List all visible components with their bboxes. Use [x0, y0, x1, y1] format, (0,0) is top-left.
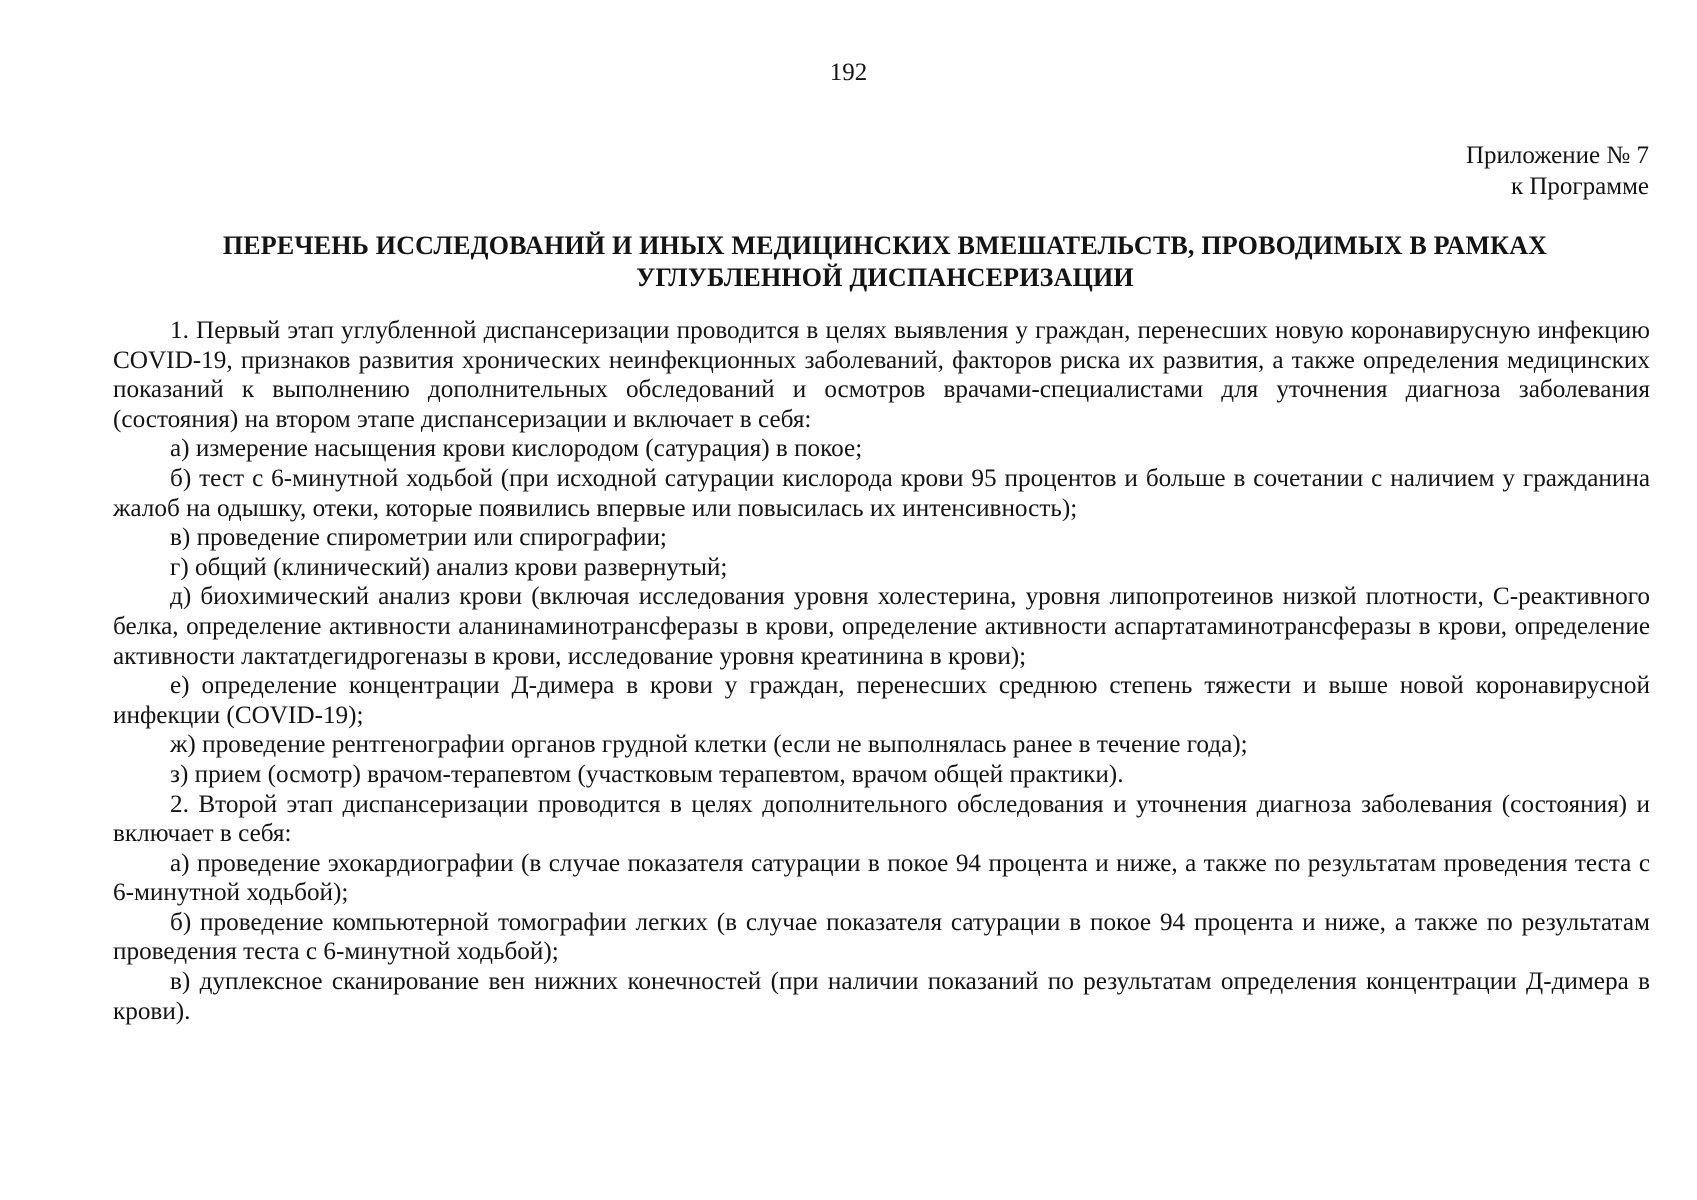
list-item-1zh: ж) проведение рентгенографии органов грудной клетки (если не выполнялась ранее в течение года);: [170, 731, 1248, 759]
paragraph-stage-1: 1. Первый этап углубленной диспансеризации проводится в целях выявления у граждан, перенесших новую коронавирусную инфекцию COVID-19, признаков развития хронических неинфекционных заболеваний, факторов риска их развития, а также определения медицинских показаний к выполнению дополнительных обследований и осмотров врачами-специалистами для уточнения диагноза заболевания (состояния) на втором этапе диспансеризации и включает в себя:: [113, 317, 1650, 433]
paragraph-stage-2: 2. Второй этап диспансеризации проводится в целях дополнительного обследования и уточнения диагноза заболевания (состояния) и включает в себя:: [113, 790, 1650, 848]
list-item-1b: б) тест с 6-минутной ходьбой (при исходной сатурации кислорода крови 95 процентов и больше в сочетании с наличием у гражданина жалоб на одышку, отеки, которые появились впервые или повысилась их интенсивность);: [113, 464, 1650, 522]
list-item-2a: а) проведение эхокардиографии (в случае показателя сатурации в покое 94 процента и ниже, а также по результатам проведения теста с 6-минутной ходьбой);: [113, 849, 1650, 907]
document-body: [113, 316, 1650, 1026]
list-item-1g: г) общий (клинический) анализ крови развернутый;: [170, 553, 728, 581]
list-item-1a: а) измерение насыщения крови кислородом (сатурация) в покое;: [170, 435, 863, 463]
document-title-line-1: ПЕРЕЧЕНЬ ИССЛЕДОВАНИЙ И ИНЫХ МЕДИЦИНСКИХ ВМЕШАТЕЛЬСТВ, ПРОВОДИМЫХ В РАМКАХ: [222, 231, 1548, 260]
appendix-number: Приложение № 7: [1465, 142, 1649, 169]
document-title: [120, 230, 1650, 294]
list-item-1e: е) определение концентрации Д-димера в крови у граждан, перенесших среднюю степень тяжести и выше новой коронавирусной инфекции (COVID-19);: [113, 672, 1650, 729]
appendix-reference: [1466, 140, 1649, 202]
list-item-2b: б) проведение компьютерной томографии легких (в случае показателя сатурации в покое 94 процента и ниже, а также по результатам проведения теста с 6-минутной ходьбой);: [113, 908, 1650, 966]
document-title-line-2: УГЛУБЛЕННОЙ ДИСПАНСЕРИЗАЦИИ: [636, 263, 1134, 292]
appendix-program: к Программе: [1510, 173, 1649, 200]
page-number: 192: [829, 59, 868, 86]
list-item-1d: д) биохимический анализ крови (включая исследования уровня холестерина, уровня липопротеинов низкой плотности, С-реактивного белка, определение активности аланинаминотрансферазы в крови, определение активности аспартатаминотрансферазы в крови, определение активности лактатдегидрогеназы в крови, исследование уровня креатинина в крови);: [113, 583, 1650, 670]
list-item-1z: з) прием (осмотр) врачом-терапевтом (участковым терапевтом, врачом общей практики).: [170, 760, 1124, 788]
list-item-1v: в) проведение спирометрии или спирографии;: [170, 524, 667, 552]
list-item-2v: в) дуплексное сканирование вен нижних конечностей (при наличии показаний по результатам определения концентрации Д-димера в крови).: [113, 968, 1650, 1025]
